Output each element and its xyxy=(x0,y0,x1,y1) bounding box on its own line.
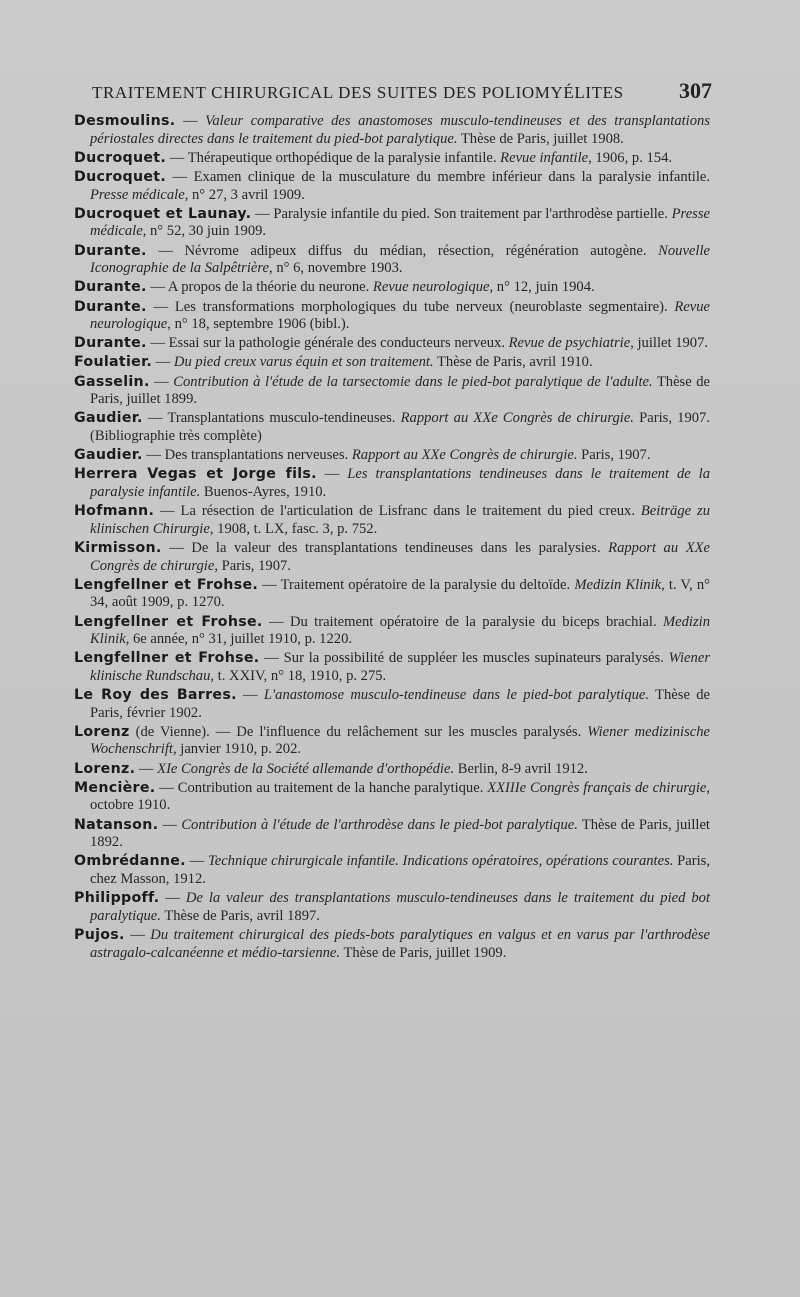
entry-description: Transplantations musculo-tendineuses. xyxy=(167,410,401,427)
entry-description: Contribution au traitement de la hanche paralytique. xyxy=(177,779,488,796)
entry-details: Paris, 1907. (Bibliographie très complète) xyxy=(90,410,710,445)
entry-details: , 6e année, n° 31, juillet 1910, p. 1220. xyxy=(125,631,353,648)
entry-author: Durante. xyxy=(74,335,147,352)
bibliography-entry: Lengfellner et Frohse. — Traitement opératoire de la paralysie du deltoïde. Medizin Klinik, t. V, n° 34, août 1909, p. 1270. xyxy=(74,576,710,611)
entry-title: Les transplantations tendineuses dans le traitement de la paralysie infantile. xyxy=(90,466,710,500)
entry-author: Hofmann. xyxy=(74,503,155,520)
entry-details: , t. XXIV, n° 18, 1910, p. 275. xyxy=(210,667,387,684)
entry-title: XXIIIe Congrès français de chirurgie xyxy=(487,779,707,796)
entry-description: Paralysie infantile du pied. Son traitement par l'arthrodèse partielle. xyxy=(273,205,672,222)
entry-title: Revue neurologique xyxy=(372,279,490,296)
bibliography-entry: Gaudier. — Transplantations musculo-tendineuses. Rapport au XXe Congrès de chirurgie. Paris, 1907. (Bibliographie très complète) xyxy=(74,410,710,445)
entry-author: Lorenz xyxy=(74,723,130,740)
bibliography-entry: Hofmann. — La résection de l'articulation de Lisfranc dans le traitement du pied creux. Beiträge zu klinischen Chirurgie, 1908, t. LX, fasc. 3, p. 752. xyxy=(74,503,710,537)
entry-author: Gaudier. xyxy=(74,410,143,427)
entry-details: , t. V, n° 34, août 1909, p. 1270. xyxy=(90,576,710,611)
entry-author: Lengfellner et Frohse. xyxy=(74,613,263,630)
entry-details: Berlin, 8-9 avril 1912. xyxy=(454,760,588,777)
bibliography-entry: Foulatier. — Du pied creux varus équin et son traitement. Thèse de Paris, avril 1910. xyxy=(74,354,593,371)
entry-author: Durante. xyxy=(74,242,147,259)
bibliography-entry: Le Roy des Barres. — L'anastomose musculo-tendineuse dans le pied-bot paralytique. Thèse de Paris, février 1902. xyxy=(74,687,710,721)
entry-title: Du pied creux varus équin et son traitement. xyxy=(173,354,434,371)
entry-author: Pujos. xyxy=(74,926,125,943)
entry-description: De la valeur des transplantations tendineuses dans les paralysies. xyxy=(191,539,609,556)
bibliography-entry: Natanson. — Contribution à l'étude de l'arthrodèse dans le pied-bot paralytique. Thèse de Paris, juillet 1892. xyxy=(74,816,710,851)
entry-description: A propos de la théorie du neurone. xyxy=(167,279,373,296)
entry-author: Gasselin. xyxy=(74,373,150,390)
entry-description: Du traitement opératoire de la paralysie du biceps brachial. xyxy=(289,613,663,630)
entry-title: Revue neurologique xyxy=(90,298,710,333)
entry-description: Essai sur la pathologie générale des conducteurs nerveux. xyxy=(168,335,509,352)
entry-details: Thèse de Paris, juillet 1909. xyxy=(340,944,507,961)
bibliography-entry: Ducroquet. — Thérapeutique orthopédique de la paralysie infantile. Revue infantile, 1906, p. 154. xyxy=(74,149,673,166)
entry-title: Beiträge zu klinischen Chirurgie xyxy=(90,503,710,537)
bibliography-entry: Lorenz. — XIe Congrès de la Société allemande d'orthopédie. Berlin, 8-9 avril 1912. xyxy=(74,760,588,777)
entry-details: Thèse de Paris, juillet 1908. xyxy=(457,130,624,147)
page-number: 307 xyxy=(679,78,712,103)
bibliography-entry: Durante. — Essai sur la pathologie générale des conducteurs nerveux. Revue de psychiatrie, juillet 1907. xyxy=(74,335,709,352)
entry-author-note: (de Vienne). xyxy=(129,723,210,740)
entry-author: Philippoff. xyxy=(74,890,160,907)
entry-details: , 1908, t. LX, fasc. 3, p. 752. xyxy=(209,520,378,537)
entry-details: Thèse de Paris, juillet 1899. xyxy=(90,373,710,408)
bibliography-entry: Durante. — Névrome adipeux diffus du médian, résection, régénération autogène. Nouvelle Iconographie de la Salpêtrière, n° 6, novembre 1903. xyxy=(74,242,710,277)
entry-details: , janvier 1910, p. 202. xyxy=(172,741,302,758)
entry-title: Revue infantile xyxy=(500,149,589,166)
entry-author: Mencière. xyxy=(74,779,156,796)
entry-title: L'anastomose musculo-tendineuse dans le pied-bot paralytique. xyxy=(263,687,650,704)
entry-author: Desmoulins. xyxy=(74,113,176,129)
entry-author: Kirmisson. xyxy=(74,539,162,556)
entry-author: Foulatier. xyxy=(74,354,153,371)
entry-details: Thèse de Paris, février 1902. xyxy=(90,687,710,721)
entry-details: , n° 27, 3 avril 1909. xyxy=(184,186,305,203)
entry-author: Lorenz. xyxy=(74,760,136,777)
bibliography-entry: Ducroquet. — Examen clinique de la musculature du membre inférieur dans la paralysie infantile. Presse médicale, n° 27, 3 avril 1909. xyxy=(74,168,710,203)
entry-description: Des transplantations nerveuses. xyxy=(164,447,352,464)
entry-author: Ducroquet et Launay. xyxy=(74,205,252,222)
bibliography-entry: Durante. — A propos de la théorie du neurone. Revue neurologique, n° 12, juin 1904. xyxy=(74,279,595,296)
entry-author: Ducroquet. xyxy=(74,149,167,166)
bibliography-list xyxy=(74,113,710,964)
entry-details: Thèse de Paris, avril 1897. xyxy=(160,907,320,924)
entry-title: Nouvelle Iconographie de la Salpêtrière xyxy=(90,242,710,277)
bibliography-entry: Lengfellner et Frohse. — Du traitement opératoire de la paralysie du biceps brachial. Medizin Klinik, 6e année, n° 31, juillet 1910, p. 1220. xyxy=(74,613,711,648)
entry-author: Durante. xyxy=(74,298,147,315)
bibliography-entry: Desmoulins. — Valeur comparative des anastomoses musculo-tendineuses et des transplantations périostales directes dans le traitement du pied-bot paralytique. Thèse de Paris, juillet 1908. xyxy=(74,113,710,147)
entry-title: Revue de psychiatrie xyxy=(508,335,631,352)
entry-title: Presse médicale xyxy=(90,186,185,203)
entry-details: , n° 6, novembre 1903. xyxy=(269,260,403,277)
entry-author: Gaudier. xyxy=(74,447,143,464)
entry-author: Ombrédanne. xyxy=(74,853,186,870)
bibliography-entry: Kirmisson. — De la valeur des transplantations tendineuses dans les paralysies. Rapport au XXe Congrès de chirurgie, Paris, 1907. xyxy=(74,539,710,574)
bibliography-entry: Gaudier. — Des transplantations nerveuses. Rapport au XXe Congrès de chirurgie. Paris, 1907. xyxy=(74,447,651,464)
entry-details: , n° 18, septembre 1906 (bibl.). xyxy=(167,316,350,333)
entry-title: Contribution à l'étude de l'arthrodèse dans le pied-bot paralytique. xyxy=(181,816,578,833)
entry-author: Le Roy des Barres. xyxy=(74,687,237,704)
entry-details: , 1906, p. 154. xyxy=(588,149,673,166)
entry-title: Contribution à l'étude de la tarsectomie dans le pied-bot paralytique de l'adulte. xyxy=(173,373,653,390)
bibliography-entry: Pujos. — Du traitement chirurgical des pieds-bots paralytiques en valgus et en varus par l'arthrodèse astragalo-calcanéenne et médio-tarsienne. Thèse de Paris, juillet 1909. xyxy=(74,926,710,961)
entry-description: La résection de l'articulation de Lisfranc dans le traitement du pied creux. xyxy=(180,503,641,520)
entry-details: , n° 52, 30 juin 1909. xyxy=(142,223,267,240)
entry-description: De l'influence du relâchement sur les muscles paralysés. xyxy=(236,723,588,740)
entry-title: Medizin Klinik xyxy=(574,576,662,593)
entry-title: Technique chirurgicale infantile. Indications opératoires, opérations courantes. xyxy=(207,853,674,870)
entry-details: , Paris, 1907. xyxy=(214,557,291,574)
entry-details: Thèse de Paris, juillet 1892. xyxy=(90,816,710,851)
running-title: TRAITEMENT CHIRURGICAL DES SUITES DES POLIOMYÉLITES xyxy=(92,83,624,102)
entry-author: Ducroquet. xyxy=(74,168,167,185)
entry-details: , juillet 1907. xyxy=(630,335,709,352)
entry-details: Buenos-Ayres, 1910. xyxy=(200,484,327,500)
entry-details: Paris, 1907. xyxy=(577,447,651,464)
bibliography-entry: Lengfellner et Frohse. — Sur la possibilité de suppléer les muscles supinateurs paralysés. Wiener klinische Rundschau, t. XXIV, n° 18, 1910, p. 275. xyxy=(74,650,710,684)
bibliography-entry: Philippoff. — De la valeur des transplantations musculo-tendineuses dans le traitement du pied bot paralytique. Thèse de Paris, avril 1897. xyxy=(74,890,711,924)
entry-details: Thèse de Paris, avril 1910. xyxy=(433,354,593,371)
bibliography-entry: Lorenz (de Vienne). — De l'influence du relâchement sur les muscles paralysés. Wiener medizinische Wochenschrift, janvier 1910, p. 202. xyxy=(74,723,711,758)
entry-title: Rapport au XXe Congrès de chirurgie xyxy=(90,539,710,574)
entry-title: Presse médicale xyxy=(90,205,711,240)
entry-author: Natanson. xyxy=(74,816,159,833)
entry-title: Wiener klinische Rundschau xyxy=(90,650,710,684)
entry-description: Traitement opératoire de la paralysie du deltoïde. xyxy=(280,576,575,593)
entry-title: Medizin Klinik xyxy=(90,613,711,648)
entry-title: De la valeur des transplantations musculo-tendineuses dans le traitement du pied bot paralytique. xyxy=(90,890,711,924)
entry-title: Rapport au XXe Congrès de chirurgie. xyxy=(351,447,578,464)
entry-author: Lengfellner et Frohse. xyxy=(74,576,259,593)
entry-author: Lengfellner et Frohse. xyxy=(74,650,260,667)
entry-author: Herrera Vegas et Jorge fils. xyxy=(74,466,317,483)
entry-title: Du traitement chirurgical des pieds-bots paralytiques en valgus et en varus par l'arthrodèse astragalo-calcanéenne et médio-tarsienne. xyxy=(90,926,710,961)
page-header xyxy=(92,80,712,106)
entry-description: Névrome adipeux diffus du médian, résection, régénération autogène. xyxy=(184,242,659,259)
entry-title: Wiener medizinische Wochenschrift xyxy=(90,723,711,758)
entry-title: Valeur comparative des anastomoses musculo-tendineuses et des transplantations périostales directes dans le traitement du pied-bot paralytique. xyxy=(90,113,710,147)
entry-title: Rapport au XXe Congrès de chirurgie. xyxy=(400,410,634,427)
bibliography-entry: Ducroquet et Launay. — Paralysie infantile du pied. Son traitement par l'arthrodèse partielle. Presse médicale, n° 52, 30 juin 1909. xyxy=(74,205,711,240)
bibliography-entry: Gasselin. — Contribution à l'étude de la tarsectomie dans le pied-bot paralytique de l'adulte. Thèse de Paris, juillet 1899. xyxy=(74,373,710,408)
entry-description: Les transformations morphologiques du tube nerveux (neuroblaste segmentaire). xyxy=(174,298,675,315)
entry-details: , n° 12, juin 1904. xyxy=(489,279,595,296)
bibliography-entry: Durante. — Les transformations morphologiques du tube nerveux (neuroblaste segmentaire). Revue neurologique, n° 18, septembre 1906 (bibl.). xyxy=(74,298,710,333)
bibliography-entry: Mencière. — Contribution au traitement de la hanche paralytique. XXIIIe Congrès français de chirurgie, octobre 1910. xyxy=(74,779,711,814)
entry-description: Examen clinique de la musculature du membre inférieur dans la paralysie infantile. xyxy=(193,168,710,185)
entry-author: Durante. xyxy=(74,279,147,296)
bibliography-entry: Ombrédanne. — Technique chirurgicale infantile. Indications opératoires, opérations courantes. Paris, chez Masson, 1912. xyxy=(74,853,710,887)
entry-details: , octobre 1910. xyxy=(90,779,711,814)
entry-description: Sur la possibilité de suppléer les muscles supinateurs paralysés. xyxy=(283,650,669,667)
entry-title: XIe Congrès de la Société allemande d'orthopédie. xyxy=(157,760,455,777)
bibliography-entry: Herrera Vegas et Jorge fils. — Les transplantations tendineuses dans le traitement de la paralysie infantile. Buenos-Ayres, 1910. xyxy=(74,466,710,500)
entry-description: Thérapeutique orthopédique de la paralysie infantile. xyxy=(187,149,501,166)
entry-details: Paris, chez Masson, 1912. xyxy=(90,853,710,887)
